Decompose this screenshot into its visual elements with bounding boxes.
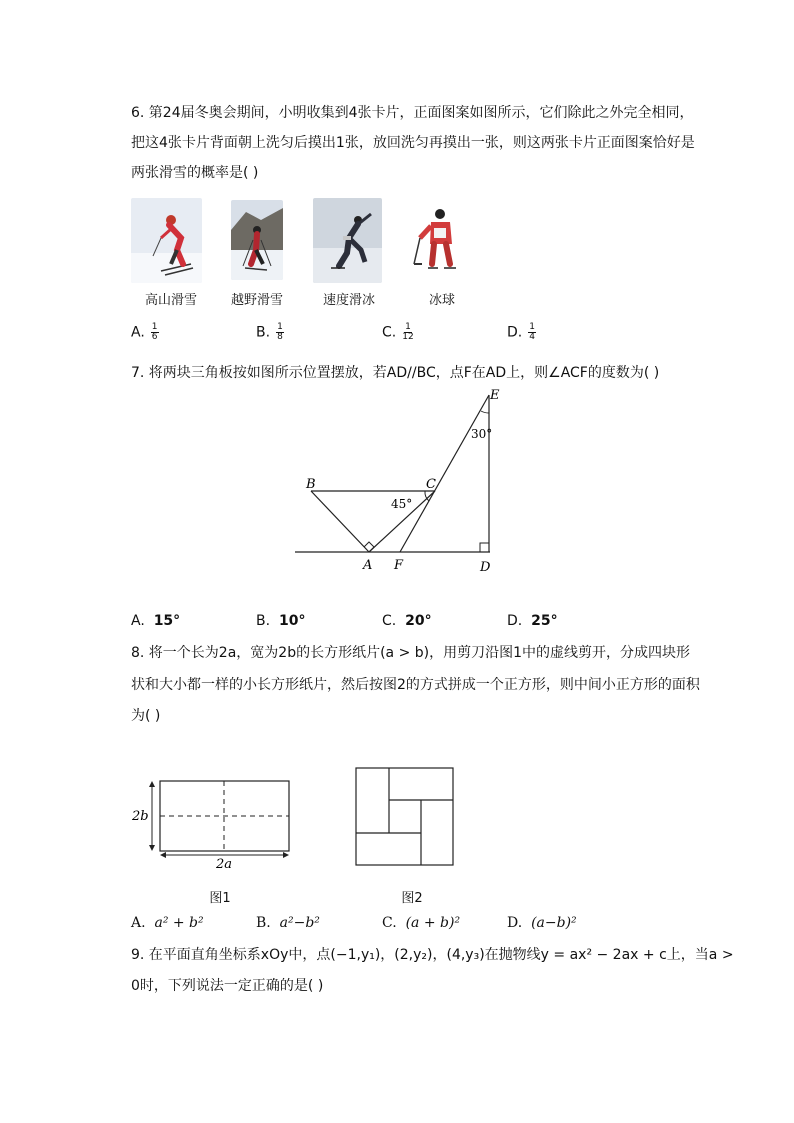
q8-line-1: 8. 将一个长为2a，宽为2b的长方形纸片(a > b)，用剪刀沿图1中的虚线剪开，分成四块形 [131,645,691,661]
label-a: A [363,558,373,573]
label-d: D [480,560,491,575]
cross-country-skier-icon [231,200,283,280]
q8-option-c[interactable]: C. (a + b)² [382,915,461,931]
alpine-skier-icon [131,198,202,283]
card-label-alpine: 高山滑雪 [144,293,197,308]
q9-line-2: 0时，下列说法一定正确的是( ) [131,978,324,994]
q8-option-b[interactable]: B. a²−b² [256,915,320,931]
speed-skater-icon [313,198,382,283]
q8-option-d[interactable]: D. (a−b)² [507,915,577,931]
q7-triangle-diagram [290,385,510,580]
q8-option-a[interactable]: A. a² + b² [131,915,204,931]
q8-figure-1 [128,775,298,870]
card-label-cross-country: 越野滑雪 [230,293,283,308]
label-b: B [306,477,316,492]
fig1-caption: 图1 [209,891,231,906]
label-30-degrees: 30° [471,427,493,441]
label-c: C [426,477,436,492]
fig2-caption: 图2 [401,891,423,906]
ice-hockey-player-icon [404,198,473,283]
q6-line-2: 把这4张卡片背面朝上洗匀后摸出1张，放回洗匀再摸出一张，则这两张卡片正面图案恰好是 [131,135,695,151]
label-45-degrees: 45° [391,497,413,511]
q6-option-d[interactable]: D. $\frac{1}{4}$ [507,322,535,342]
q8-figure-2 [350,762,460,872]
q7-option-d[interactable]: D. 25° [507,613,558,629]
q7-option-b[interactable]: B. 10° [256,613,306,629]
q6-option-b[interactable]: B. $\frac{1}{8}$ [256,322,283,342]
q8-line-2: 状和大小都一样的小长方形纸片，然后按图2的方式拼成一个正方形，则中间小正方形的面积 [131,677,700,693]
label-f: F [394,558,404,573]
label-e: E [490,388,500,403]
q7-option-c[interactable]: C. 20° [382,613,432,629]
q6-option-a[interactable]: A. $\frac{1}{6}$ [131,322,158,342]
card-label-ice-hockey: 冰球 [428,293,455,308]
fig1-width-label: 2a [216,857,233,870]
q7-line-1: 7. 将两块三角板按如图所示位置摆放，若AD//BC，点F在AD上，则∠ACF的度数为( ) [131,365,660,381]
fig1-height-label: 2b [132,809,149,824]
q8-line-3: 为( ) [131,708,161,724]
q7-option-a[interactable]: A. 15° [131,613,181,629]
card-label-speed-skating: 速度滑冰 [322,293,375,308]
q6-line-3: 两张滑雪的概率是( ) [131,165,259,181]
q6-option-c[interactable]: C. $\frac{1}{12}$ [382,322,414,342]
q9-line-1: 9. 在平面直角坐标系xOy中，点(−1,y₁)，(2,y₂)，(4,y₃)在抛物线y = ax² − 2ax + c上，当a > [131,947,734,963]
q6-line-1: 6. 第24届冬奥会期间，小明收集到4张卡片，正面图案如图所示，它们除此之外完全相同， [131,105,694,121]
